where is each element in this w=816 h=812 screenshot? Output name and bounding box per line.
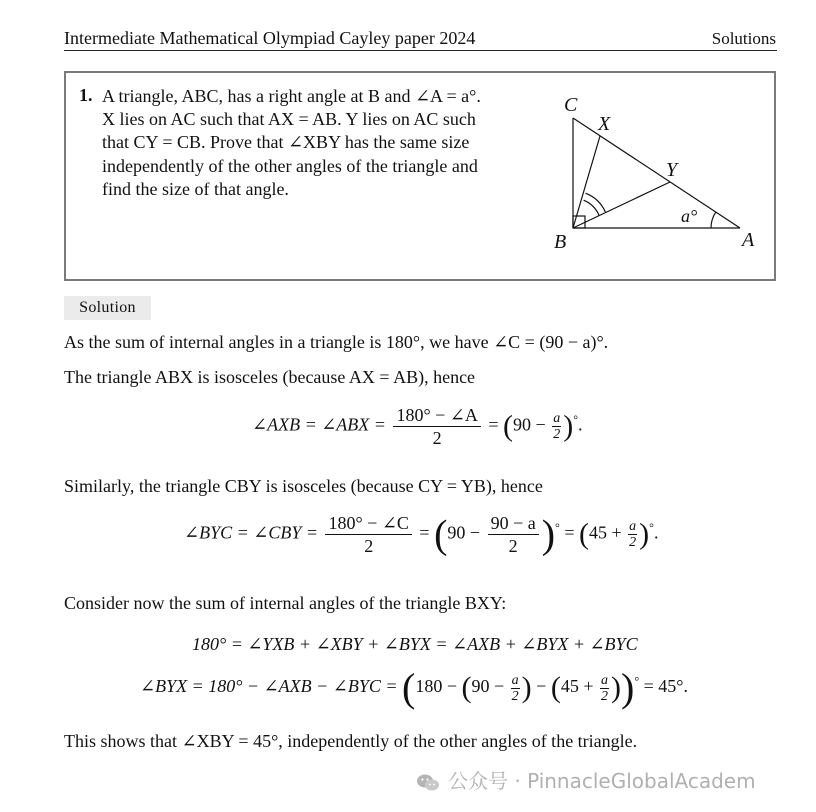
eq4-paren2-open: ( xyxy=(550,671,561,704)
eq1-sfrac-den: 2 xyxy=(553,427,561,442)
eq4-paren1-open: ( xyxy=(461,671,472,704)
angle-xby-arc-inner xyxy=(584,200,600,215)
label-c: C xyxy=(564,94,578,116)
label-a: A xyxy=(742,229,755,251)
eq1-paren-close: ) xyxy=(563,409,574,443)
eq4-result: = 45°. xyxy=(643,676,688,697)
triangle-diagram xyxy=(540,88,772,258)
eq2-end: . xyxy=(653,522,659,543)
eq4-sfrac2-den: 2 xyxy=(600,688,608,704)
angle-a-label: a° xyxy=(681,206,698,226)
segment-by xyxy=(573,182,670,228)
watermark-text: 公众号 · PinnacleGlobalAcadem xyxy=(448,769,756,793)
eq2-sfrac-num: a xyxy=(629,519,637,534)
eq2-term1: 90 − xyxy=(447,522,481,543)
eq4-sfrac1-num: a xyxy=(511,672,519,688)
problem-number: 1. xyxy=(79,85,93,105)
eq2-term2: 45 + xyxy=(589,522,622,543)
problem-statement xyxy=(102,85,512,201)
problem-line: X lies on AC such that AX = AB. Y lies on AC such xyxy=(102,109,476,130)
eq2-degree-2: ° xyxy=(649,520,654,535)
equation-angle-sum: 180° = ∠YXB + ∠XBY + ∠BYX = ∠AXB + ∠BYX + ∠BYC xyxy=(192,634,638,654)
solution-paragraph-3: Similarly, the triangle CBY is isosceles (because CY = YB), hence xyxy=(64,476,543,496)
page-header-title: Intermediate Mathematical Olympiad Cayley paper 2024 xyxy=(64,28,476,48)
equation-axb xyxy=(252,404,583,449)
eq2-sfrac-den: 2 xyxy=(629,535,637,550)
eq4-degree: ° xyxy=(634,674,640,689)
solution-paragraph-2: The triangle ABX is isosceles (because AX = AB), hence xyxy=(64,367,476,387)
problem-line: find the size of that angle. xyxy=(102,178,289,199)
eq2-frac-num: 180° − ∠C xyxy=(325,512,411,535)
eq2-equals-2: = xyxy=(564,522,575,543)
eq1-sfrac-num: a xyxy=(553,411,561,426)
eq1-term: 90 − xyxy=(513,414,546,435)
eq2-paren2-close: ) xyxy=(639,517,650,551)
eq1-degree: ° xyxy=(573,412,578,427)
eq1-fraction xyxy=(393,404,480,449)
eq2-frac2-den: 2 xyxy=(508,536,518,556)
eq2-degree-1: ° xyxy=(555,520,560,535)
eq2-fraction xyxy=(325,512,411,557)
problem-line: A triangle, ABC, has a right angle at B and ∠A = a°. xyxy=(102,86,481,106)
eq1-frac-den: 2 xyxy=(432,428,442,448)
eq1-paren-open: ( xyxy=(503,409,514,443)
eq1-equals: = xyxy=(488,414,499,435)
eq4-paren2-close: ) xyxy=(610,671,621,704)
solution-tag: Solution xyxy=(64,296,151,320)
label-x: X xyxy=(598,113,611,135)
eq4-paren1-close: ) xyxy=(521,671,532,704)
watermark xyxy=(416,765,756,794)
header-divider xyxy=(64,50,777,51)
eq1-small-fraction xyxy=(552,411,561,442)
eq4-term-1: 180 − xyxy=(415,676,458,697)
eq2-lhs: ∠BYC = ∠CBY = xyxy=(184,522,318,543)
eq4-lhs: ∠BYX = 180° − ∠AXB − ∠BYC = xyxy=(140,676,398,697)
angle-a-arc xyxy=(711,212,716,228)
eq1-frac-num: 180° − ∠A xyxy=(393,404,480,427)
problem-line: independently of the other angles of the triangle and xyxy=(102,155,478,176)
page-header-section: Solutions xyxy=(711,29,776,48)
eq2-frac2-num: 90 − a xyxy=(488,512,539,535)
segment-bx xyxy=(573,136,600,228)
eq4-term-2: 90 − xyxy=(471,676,505,697)
equation-byc xyxy=(184,512,658,557)
eq4-outer-open: ( xyxy=(402,665,416,710)
eq4-term-4: 45 + xyxy=(560,676,594,697)
eq2-fraction-2 xyxy=(488,512,539,557)
solution-paragraph-1: As the sum of internal angles in a triangle is 180°, we have ∠C = (90 − a)°. xyxy=(64,332,609,352)
solution-paragraph-4: Consider now the sum of internal angles of the triangle BXY: xyxy=(64,593,507,613)
label-y: Y xyxy=(666,159,678,181)
solution-conclusion: This shows that ∠XBY = 45°, independently of the other angles of the triangle. xyxy=(64,731,638,751)
eq2-equals-1: = xyxy=(419,522,430,543)
problem-line: that CY = CB. Prove that ∠XBY has the same size xyxy=(102,132,470,153)
eq2-paren1-open: ( xyxy=(434,511,448,557)
eq2-frac-den: 2 xyxy=(364,536,374,556)
label-b: B xyxy=(554,231,567,253)
eq4-term-3: − xyxy=(536,676,547,697)
eq4-sfrac2-num: a xyxy=(600,672,608,688)
eq4-small-fraction-1 xyxy=(511,673,520,704)
eq2-small-fraction xyxy=(628,519,637,550)
wechat-icon xyxy=(416,773,440,793)
equation-byx xyxy=(140,665,688,710)
eq2-paren1-close: ) xyxy=(541,511,556,557)
eq4-sfrac1-den: 2 xyxy=(511,688,519,704)
eq1-lhs: ∠AXB = ∠ABX = xyxy=(252,414,386,435)
eq4-outer-close: ) xyxy=(620,665,635,710)
eq1-end: . xyxy=(578,414,583,435)
eq4-small-fraction-2 xyxy=(600,673,609,704)
eq2-paren2-open: ( xyxy=(579,517,589,551)
